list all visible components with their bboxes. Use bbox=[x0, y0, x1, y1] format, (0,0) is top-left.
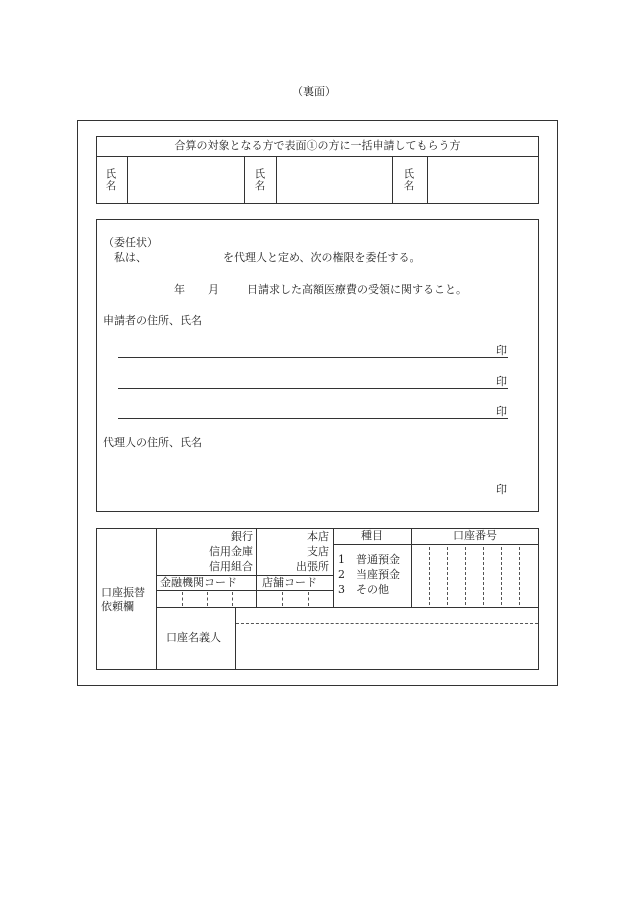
branch-code-field[interactable] bbox=[257, 591, 332, 606]
type-ordinary[interactable]: 普通預金 bbox=[356, 553, 400, 566]
account-number-header: 口座番号 bbox=[453, 529, 497, 542]
inst-code-field[interactable] bbox=[157, 591, 255, 606]
name-label-1: 氏 名 bbox=[105, 168, 117, 192]
date-year: 年 bbox=[174, 283, 185, 296]
name-label-2: 氏 名 bbox=[254, 168, 266, 192]
applicant-line-3[interactable] bbox=[118, 418, 508, 419]
seal-mark-1: 印 bbox=[496, 344, 507, 357]
type-2-no: 2 bbox=[338, 568, 345, 581]
inst-code-label: 金融機関コード bbox=[160, 576, 237, 589]
branch-main: 本店 bbox=[307, 530, 329, 543]
name-field-1[interactable] bbox=[128, 157, 243, 203]
seal-mark-3: 印 bbox=[496, 405, 507, 418]
name-field-2[interactable] bbox=[277, 157, 391, 203]
inst-bank: 銀行 bbox=[231, 530, 253, 543]
bank-side-label-2: 依頼欄 bbox=[101, 600, 134, 613]
proxy-line-prefix: 私は、 bbox=[114, 251, 147, 264]
applicant-line-2[interactable] bbox=[118, 388, 508, 389]
seal-mark-2: 印 bbox=[496, 375, 507, 388]
name-field-3[interactable] bbox=[428, 157, 538, 203]
type-current[interactable]: 当座預金 bbox=[356, 568, 400, 581]
date-month: 月 bbox=[208, 283, 219, 296]
combined-title: 合算の対象となる方で表面①の方に一括申請してもらう方 bbox=[174, 139, 461, 152]
proxy-line-suffix: を代理人と定め、次の権限を委任する。 bbox=[223, 251, 421, 264]
applicant-line-1[interactable] bbox=[118, 357, 508, 358]
page-header: （裏面） bbox=[292, 85, 336, 98]
name-label-3: 氏 名 bbox=[403, 168, 415, 192]
proxy-title: （委任状） bbox=[103, 236, 158, 249]
type-header: 種目 bbox=[361, 529, 383, 542]
bank-side-label-1: 口座振替 bbox=[101, 586, 145, 599]
agent-address-field[interactable] bbox=[103, 452, 493, 492]
branch-code-label: 店舗コード bbox=[262, 576, 317, 589]
inst-kumiai: 信用組合 bbox=[209, 560, 253, 573]
type-3-no: 3 bbox=[338, 583, 345, 596]
type-1-no: 1 bbox=[338, 553, 345, 566]
agent-heading: 代理人の住所、氏名 bbox=[103, 436, 202, 449]
date-suffix: 日請求した高額医療費の受領に関すること。 bbox=[247, 283, 467, 296]
branch-office: 出張所 bbox=[296, 560, 329, 573]
inst-shinkin: 信用金庫 bbox=[209, 545, 253, 558]
seal-mark-agent: 印 bbox=[496, 483, 507, 496]
holder-label: 口座名義人 bbox=[166, 631, 221, 644]
applicant-heading: 申請者の住所、氏名 bbox=[103, 314, 202, 327]
type-other[interactable]: その他 bbox=[356, 583, 389, 596]
holder-kana-field[interactable] bbox=[236, 608, 538, 622]
branch-sub: 支店 bbox=[307, 545, 329, 558]
holder-name-field[interactable] bbox=[236, 625, 538, 669]
agent-name-blank[interactable] bbox=[150, 250, 222, 265]
